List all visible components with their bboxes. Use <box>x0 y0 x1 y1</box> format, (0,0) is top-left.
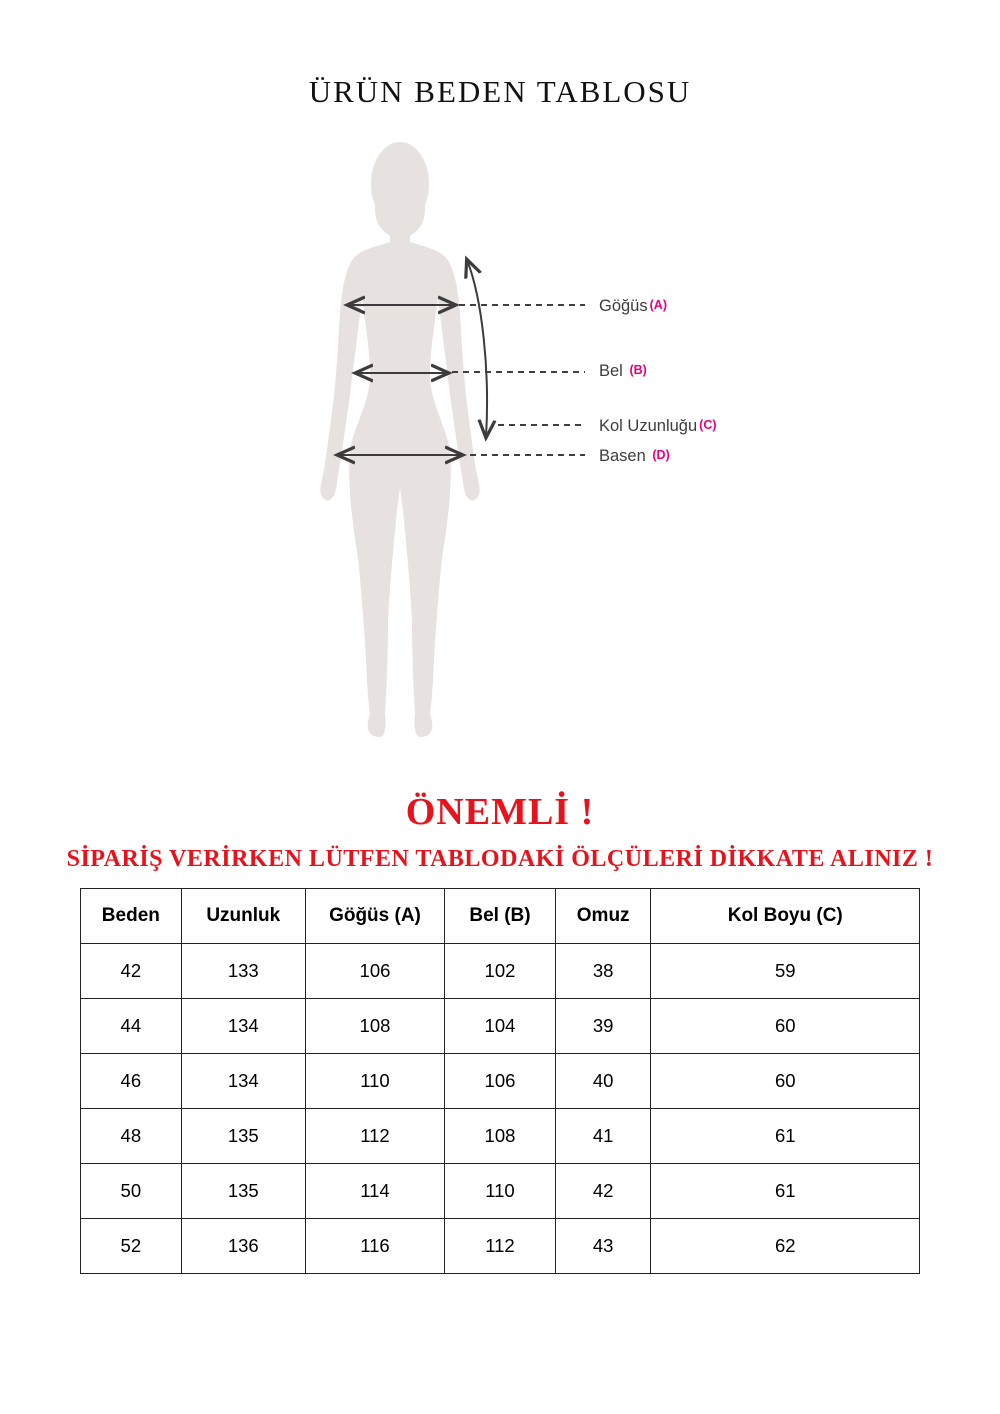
column-header-omuz: Omuz <box>555 889 651 944</box>
measure-label-waist-text: Bel <box>599 362 623 380</box>
table-cell: 102 <box>445 944 556 999</box>
column-header-uzunluk: Uzunluk <box>181 889 305 944</box>
arm-length-measure-arrow <box>467 260 487 437</box>
table-row <box>81 999 920 1054</box>
measure-label-hip-text: Basen <box>599 447 646 465</box>
female-silhouette <box>320 142 479 737</box>
table-row <box>81 1164 920 1219</box>
table-cell: 135 <box>181 1109 305 1164</box>
table-cell: 60 <box>651 1054 920 1109</box>
table-cell: 114 <box>305 1164 444 1219</box>
table-cell: 59 <box>651 944 920 999</box>
page-title: ÜRÜN BEDEN TABLOSU <box>308 74 692 109</box>
table-cell: 42 <box>81 944 182 999</box>
measure-label-arm-length-key: (C) <box>699 418 717 432</box>
table-cell: 46 <box>81 1054 182 1109</box>
column-header-bel: Bel (B) <box>445 889 556 944</box>
table-row <box>81 1109 920 1164</box>
table-cell: 135 <box>181 1164 305 1219</box>
table-cell: 104 <box>445 999 556 1054</box>
table-cell: 52 <box>81 1219 182 1274</box>
table-header-row <box>81 889 920 944</box>
table-cell: 106 <box>445 1054 556 1109</box>
measure-label-hip <box>599 446 670 465</box>
table-row <box>81 944 920 999</box>
column-header-gogus: Göğüs (A) <box>305 889 444 944</box>
measure-label-arm-length <box>599 416 717 435</box>
measure-label-chest-text: Göğüs <box>599 297 648 315</box>
table-cell: 110 <box>445 1164 556 1219</box>
table-cell: 62 <box>651 1219 920 1274</box>
size-table <box>80 888 920 1274</box>
table-row <box>81 1219 920 1274</box>
table-cell: 60 <box>651 999 920 1054</box>
diagram-svg <box>280 130 610 750</box>
table-cell: 133 <box>181 944 305 999</box>
table-cell: 42 <box>555 1164 651 1219</box>
column-header-beden: Beden <box>81 889 182 944</box>
table-cell: 44 <box>81 999 182 1054</box>
measure-label-waist-key: (B) <box>629 363 647 377</box>
table-cell: 112 <box>305 1109 444 1164</box>
table-cell: 40 <box>555 1054 651 1109</box>
measure-label-arm-length-text: Kol Uzunluğu <box>599 417 698 435</box>
measure-label-waist <box>599 361 647 380</box>
table-cell: 110 <box>305 1054 444 1109</box>
table-cell: 48 <box>81 1109 182 1164</box>
body-measurement-diagram <box>280 130 610 750</box>
table-cell: 50 <box>81 1164 182 1219</box>
table-cell: 108 <box>305 999 444 1054</box>
table-cell: 43 <box>555 1219 651 1274</box>
table-cell: 39 <box>555 999 651 1054</box>
measure-label-hip-key: (D) <box>652 448 670 462</box>
measure-label-chest-key: (A) <box>649 298 667 312</box>
table-cell: 116 <box>305 1219 444 1274</box>
table-cell: 112 <box>445 1219 556 1274</box>
table-cell: 134 <box>181 999 305 1054</box>
table-row <box>81 1054 920 1109</box>
table-cell: 134 <box>181 1054 305 1109</box>
table-cell: 61 <box>651 1109 920 1164</box>
table-cell: 106 <box>305 944 444 999</box>
column-header-kol-boyu: Kol Boyu (C) <box>651 889 920 944</box>
table-cell: 38 <box>555 944 651 999</box>
important-heading: ÖNEMLİ ! <box>405 791 595 833</box>
warning-text: SİPARİŞ VERİRKEN LÜTFEN TABLODAKİ ÖLÇÜLERİ DİKKATE ALINIZ ! <box>66 846 934 872</box>
table-cell: 41 <box>555 1109 651 1164</box>
table-cell: 136 <box>181 1219 305 1274</box>
table-cell: 61 <box>651 1164 920 1219</box>
table-cell: 108 <box>445 1109 556 1164</box>
measure-label-chest <box>599 296 667 315</box>
